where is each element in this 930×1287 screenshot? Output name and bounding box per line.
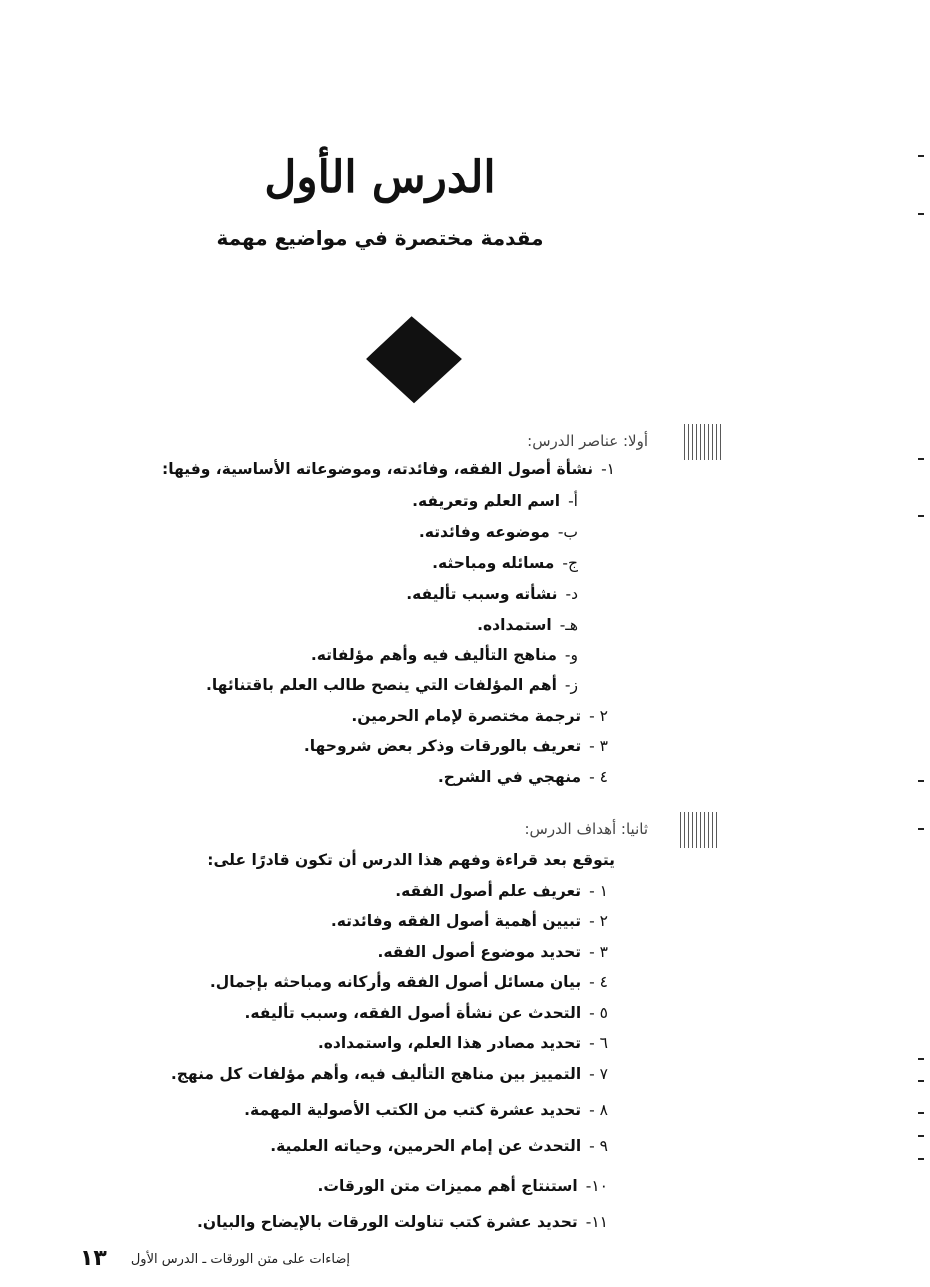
list-item: ٢ -تبيين أهمية أصول الفقه وفائدته. <box>330 912 608 930</box>
scan-edge-mark-icon <box>918 1058 924 1060</box>
list-item: ١ -تعريف علم أصول الفقه. <box>395 882 608 900</box>
list-item: ب-موضوعه وفائدته. <box>418 523 578 541</box>
list-item: ج-مسائله ومباحثه. <box>432 554 578 572</box>
scan-edge-mark-icon <box>918 1158 924 1160</box>
lesson-title: الدرس الأول <box>264 152 496 203</box>
scan-edge-mark-icon <box>918 1080 924 1082</box>
list-item: ٩ -التحدث عن إمام الحرمين، وحياته العلمية. <box>270 1137 608 1155</box>
list-item: ١-نشأة أصول الفقه، وفائدته، وموضوعاته الأساسية، وفيها: <box>162 460 615 478</box>
page-number: ١٣ <box>80 1246 107 1271</box>
scan-edge-mark-icon <box>918 458 924 460</box>
lesson-subtitle: مقدمة مختصرة في مواضيع مهمة <box>216 226 544 250</box>
list-item: د-نشأته وسبب تأليفه. <box>406 585 578 603</box>
scan-edge-mark-icon <box>918 780 924 782</box>
section-heading-objectives: ثانيا: أهداف الدرس: <box>524 820 648 838</box>
list-item: ٦ -تحديد مصادر هذا العلم، واستمداده. <box>317 1034 608 1052</box>
barcode-mark-icon <box>684 424 722 460</box>
section-heading-elements: أولا: عناصر الدرس: <box>527 432 648 450</box>
list-item: ٤ -منهجي في الشرح. <box>437 768 608 786</box>
barcode-mark-icon <box>680 812 718 848</box>
scan-edge-mark-icon <box>918 1112 924 1114</box>
list-item: ٢ -ترجمة مختصرة لإمام الحرمين. <box>351 707 608 725</box>
scan-edge-mark-icon <box>918 515 924 517</box>
list-item: أ-اسم العلم وتعريفه. <box>412 492 578 510</box>
page-footer <box>70 1246 350 1272</box>
list-item: ز-أهم المؤلفات التي ينصح طالب العلم باقتنائها. <box>205 676 578 694</box>
list-item: و-مناهج التأليف فيه وأهم مؤلفاته. <box>310 646 578 664</box>
diamond-ornament-icon <box>366 311 462 407</box>
list-item: ٧ -التمييز بين مناهج التأليف فيه، وأهم مؤلفات كل منهج. <box>170 1065 608 1083</box>
scan-edge-mark-icon <box>918 155 924 157</box>
list-item: هـ-استمداده. <box>477 616 578 634</box>
objectives-intro: يتوقع بعد قراءة وفهم هذا الدرس أن تكون قادرًا على: <box>207 851 615 869</box>
scan-edge-mark-icon <box>918 213 924 215</box>
list-item: ١١-تحديد عشرة كتب تناولت الورقات بالإيضاح والبيان. <box>196 1213 608 1231</box>
list-item: ٤ -بيان مسائل أصول الفقه وأركانه ومباحثه بإجمال. <box>209 973 608 991</box>
list-item: ١٠-استنتاج أهم مميزات متن الورقات. <box>317 1177 608 1195</box>
running-title: إضاءات على متن الورقات ـ الدرس الأول <box>130 1252 350 1267</box>
list-item: ٨ -تحديد عشرة كتب من الكتب الأصولية المهمة. <box>244 1101 608 1119</box>
list-item: ٥ -التحدث عن نشأة أصول الفقه، وسبب تأليفه. <box>244 1004 608 1022</box>
list-item: ٣ -تعريف بالورقات وذكر بعض شروحها. <box>303 737 608 755</box>
list-item: ٣ -تحديد موضوع أصول الفقه. <box>377 943 608 961</box>
scan-edge-mark-icon <box>918 828 924 830</box>
scan-edge-mark-icon <box>918 1135 924 1137</box>
